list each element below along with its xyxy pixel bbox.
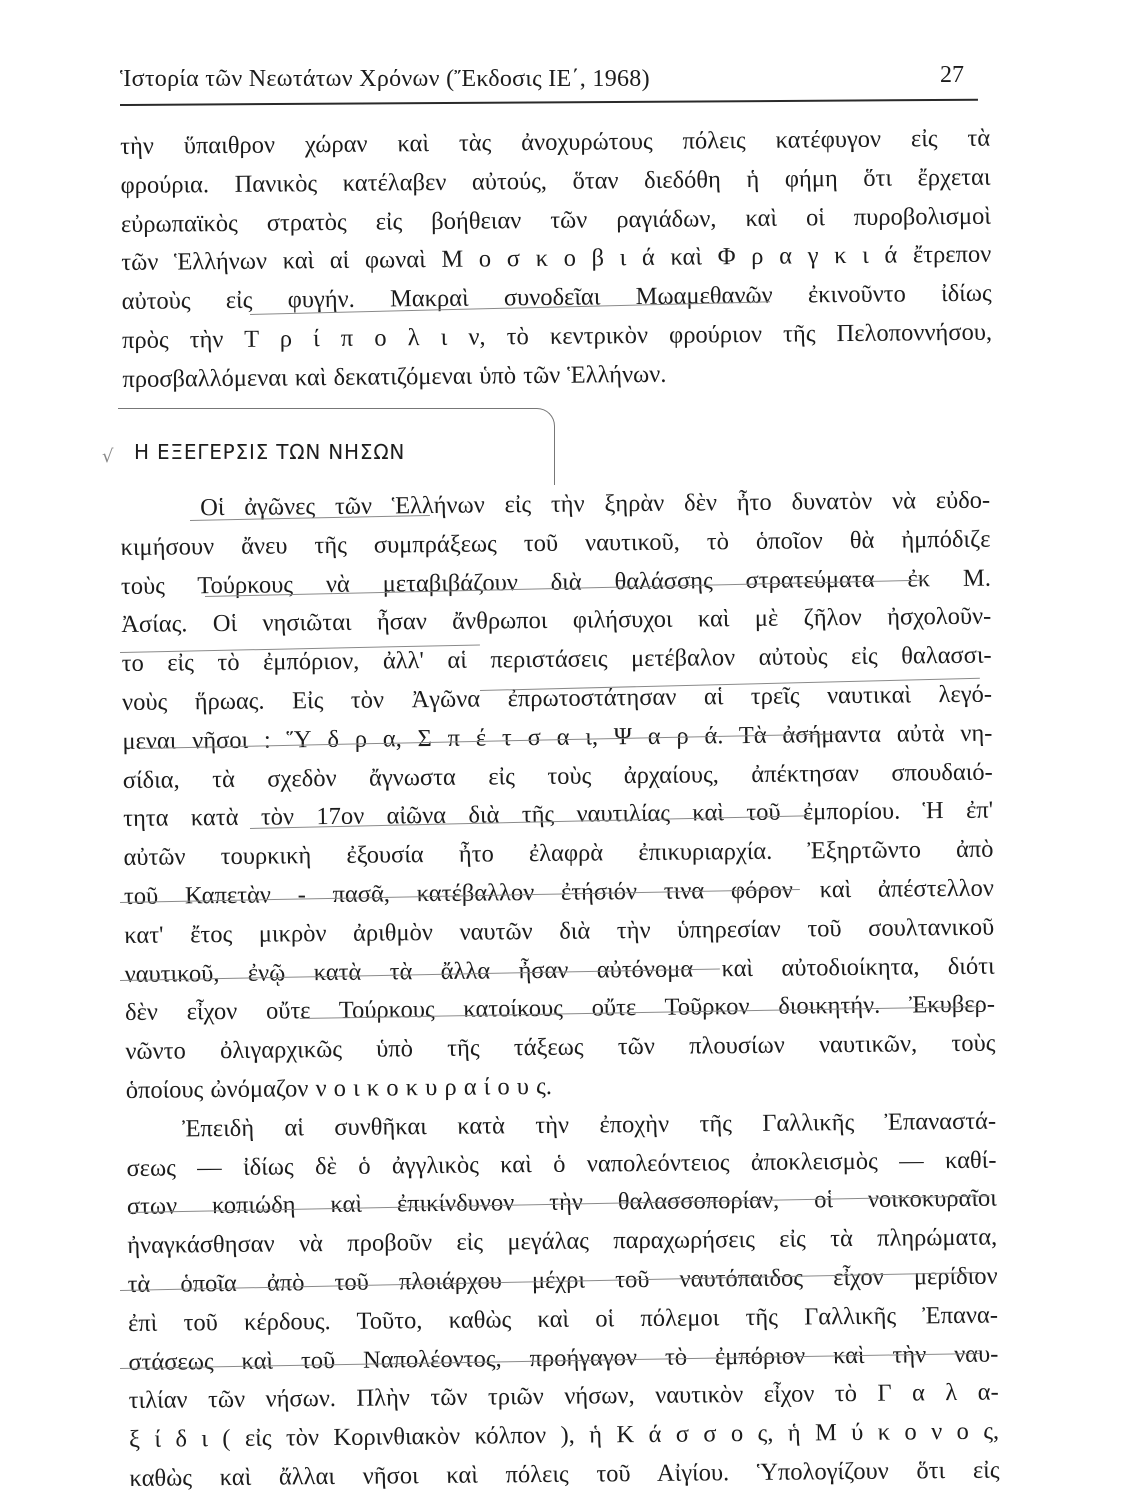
text-line: ἠναγκάσθησαν νὰ προβοῦν εἰς μεγάλας παραχωρήσεις εἰς τὰ πληρώματα, bbox=[127, 1223, 998, 1260]
running-title: Ἱστορία τῶν Νεωτάτων Χρόνων (Ἔκδοσις ΙΕ΄, 1968) bbox=[120, 66, 650, 92]
text-line: τοῦ Καπετὰν - πασᾶ, κατέβαλλον ἐτήσιόν τινα φόρον καὶ ἀπέστελλον bbox=[123, 874, 994, 910]
text-line: τοὺς Τούρκους νὰ μεταβιβάζουν διὰ θαλάσσης στρατεύματα ἐκ Μ. bbox=[120, 564, 992, 600]
text-line: ἐπὶ τοῦ κέρδους. Τοῦτο, καθὼς καὶ οἱ πόλεμοι τῆς Γαλλικῆς Ἐπανα- bbox=[127, 1301, 999, 1337]
text-line: Οἱ ἀγῶνες τῶν Ἑλλήνων εἰς τὴν ξηρὰν δὲν ἦτο δυνατὸν νὰ εὐδο- bbox=[200, 486, 991, 522]
paragraph-1 bbox=[120, 120, 993, 400]
text-line: εὐρωπαϊκὸς στρατὸς εἰς βοήθειαν τῶν ραγιάδων, καὶ οἱ πυροβολισμοὶ bbox=[120, 202, 992, 238]
text-line: ὁποίους ὠνόμαζον ν ο ι κ ο κ υ ρ α ί ο υ ς. bbox=[125, 1072, 553, 1104]
text-line: αὐτοὺς εἰς φυγήν. Μακραὶ συνοδεῖαι Μωαμεθανῶν ἐκινοῦντο ἰδίως bbox=[121, 279, 992, 316]
text-line: νῶντο ὀλιγαρχικῶς ὑπὸ τῆς τάξεως τῶν πλουσίων ναυτικῶν, τοὺς bbox=[125, 1029, 996, 1066]
text-line: κιμήσουν ἄνευ τῆς συμπράξεως τοῦ ναυτικοῦ, τὸ ὁποῖον θὰ ἠμπόδιζε bbox=[120, 525, 991, 561]
text-line: προσβαλλόμεναι καὶ δεκατιζόμεναι ὑπὸ τῶν Ἑλλήνων. bbox=[122, 360, 667, 393]
text-line: φρούρια. Πανικὸς κατέλαβεν αὐτούς, ὅταν διεδόθη ἡ φήμη ὅτι ἔρχεται bbox=[120, 163, 991, 199]
text-line: τῶν Ἑλλήνων καὶ αἱ φωναὶ Μ ο σ κ ο β ι ά καὶ Φ ρ α γ κ ι ά ἔτρεπον bbox=[121, 241, 992, 277]
text-line: σίδια, τὰ σχεδὸν ἄγνωστα εἰς τοὺς ἀρχαίους, ἀπέκτησαν σπουδαιό- bbox=[122, 758, 993, 794]
text-line: δὲν εἶχον οὔτε Τούρκους κατοίκους οὔτε Τοῦρκον διοικητήν. Ἐκυβερ- bbox=[124, 990, 996, 1027]
section-heading: Η ΕΞΕΓΕΡΣΙΣ ΤΩΝ ΝΗΣΩΝ bbox=[134, 440, 406, 464]
text-line: κατ' ἔτος μικρὸν ἀριθμὸν ναυτῶν διὰ τὴν ὑπηρεσίαν τοῦ σουλτανικοῦ bbox=[124, 913, 995, 949]
text-line: αὐτῶν τουρκικὴ ἐξουσία ἦτο ἐλαφρὰ ἐπικυριαρχία. Ἐξηρτῶντο ἀπὸ bbox=[123, 835, 994, 872]
text-line: καθὼς καὶ ἄλλαι νῆσοι καὶ πόλεις τοῦ Αἰγίου. Ὑπολογίζουν ὅτι εἰς bbox=[129, 1456, 1000, 1492]
text-line: στάσεως καὶ τοῦ Ναπολέοντος, προήγαγον τὸ ἐμπόριον καὶ τὴν ναυ- bbox=[128, 1340, 999, 1376]
text-line: ναυτικοῦ, ἐνῷ κατὰ τὰ ἄλλα ἦσαν αὐτόνομα καὶ αὐτοδιοίκητα, διότι bbox=[124, 952, 995, 988]
text-line: Ἀσίας. Οἱ νησιῶται ἦσαν ἄνθρωποι φιλήσυχοι καὶ μὲ ζῆλον ἠσχολοῦν- bbox=[121, 603, 992, 639]
text-line: νοὺς ἥρωας. Εἰς τὸν Ἀγῶνα ἐπρωτοστάτησαν αἱ τρεῖς ναυτικαὶ λεγό- bbox=[121, 680, 993, 716]
text-line: το εἰς τὸ ἐμπόριον, ἀλλ' αἱ περιστάσεις μετέβαλον αὐτοὺς εἰς θαλασσι- bbox=[121, 641, 992, 678]
text-line: ξ ί δ ι ( εἰς τὸν Κορινθιακὸν κόλπον ), ἡ Κ ά σ σ ο ς, ἡ Μ ύ κ ο ν ο ς, bbox=[128, 1417, 1000, 1454]
text-line: τητα κατὰ τὸν 17ον αἰῶνα διὰ τῆς ναυτιλίας καὶ τοῦ ἐμπορίου. Ἡ ἐπ' bbox=[123, 797, 994, 833]
text-line: σεως — ἰδίως δὲ ὁ ἀγγλικὸς καὶ ὁ ναπολεόντειος ἀποκλεισμὸς — καθί- bbox=[126, 1146, 997, 1182]
text-line: μεναι νῆσοι : Ὕ δ ρ α, Σ π έ τ σ α ι, Ψ α ρ ά. Τὰ ἀσήμαντα αὐτὰ νη- bbox=[122, 719, 993, 755]
text-line: τὴν ὕπαιθρον χώραν καὶ τὰς ἀνοχυρώτους πόλεις κατέφυγον εἰς τὰ bbox=[120, 124, 991, 160]
text-line: τὰ ὁποῖα ἀπὸ τοῦ πλοιάρχου μέχρι τοῦ ναυτόπαιδος εἶχον μερίδιον bbox=[127, 1262, 998, 1298]
pencil-check-icon: √ bbox=[102, 446, 114, 467]
text-line: πρὸς τὴν Τ ρ ί π ο λ ι ν, τὸ κεντρικὸν φρούριον τῆς Πελοποννήσου, bbox=[121, 318, 993, 354]
paragraph-2 bbox=[120, 482, 1000, 1499]
page-header bbox=[120, 62, 980, 102]
text-line: Ἐπειδὴ αἱ συνθῆκαι κατὰ τὴν ἐποχὴν τῆς Γαλλικῆς Ἐπαναστά- bbox=[182, 1107, 997, 1143]
page-number: 27 bbox=[940, 62, 964, 88]
text-line: τιλίαν τῶν νήσων. Πλὴν τῶν τριῶν νήσων, ναυτικὸν εἶχον τὸ Γ α λ α- bbox=[128, 1378, 999, 1415]
text-line: στων κοπιώδη καὶ ἐπικίνδυνον τὴν θαλασσοπορίαν, οἱ νοικοκυραῖοι bbox=[126, 1184, 997, 1221]
